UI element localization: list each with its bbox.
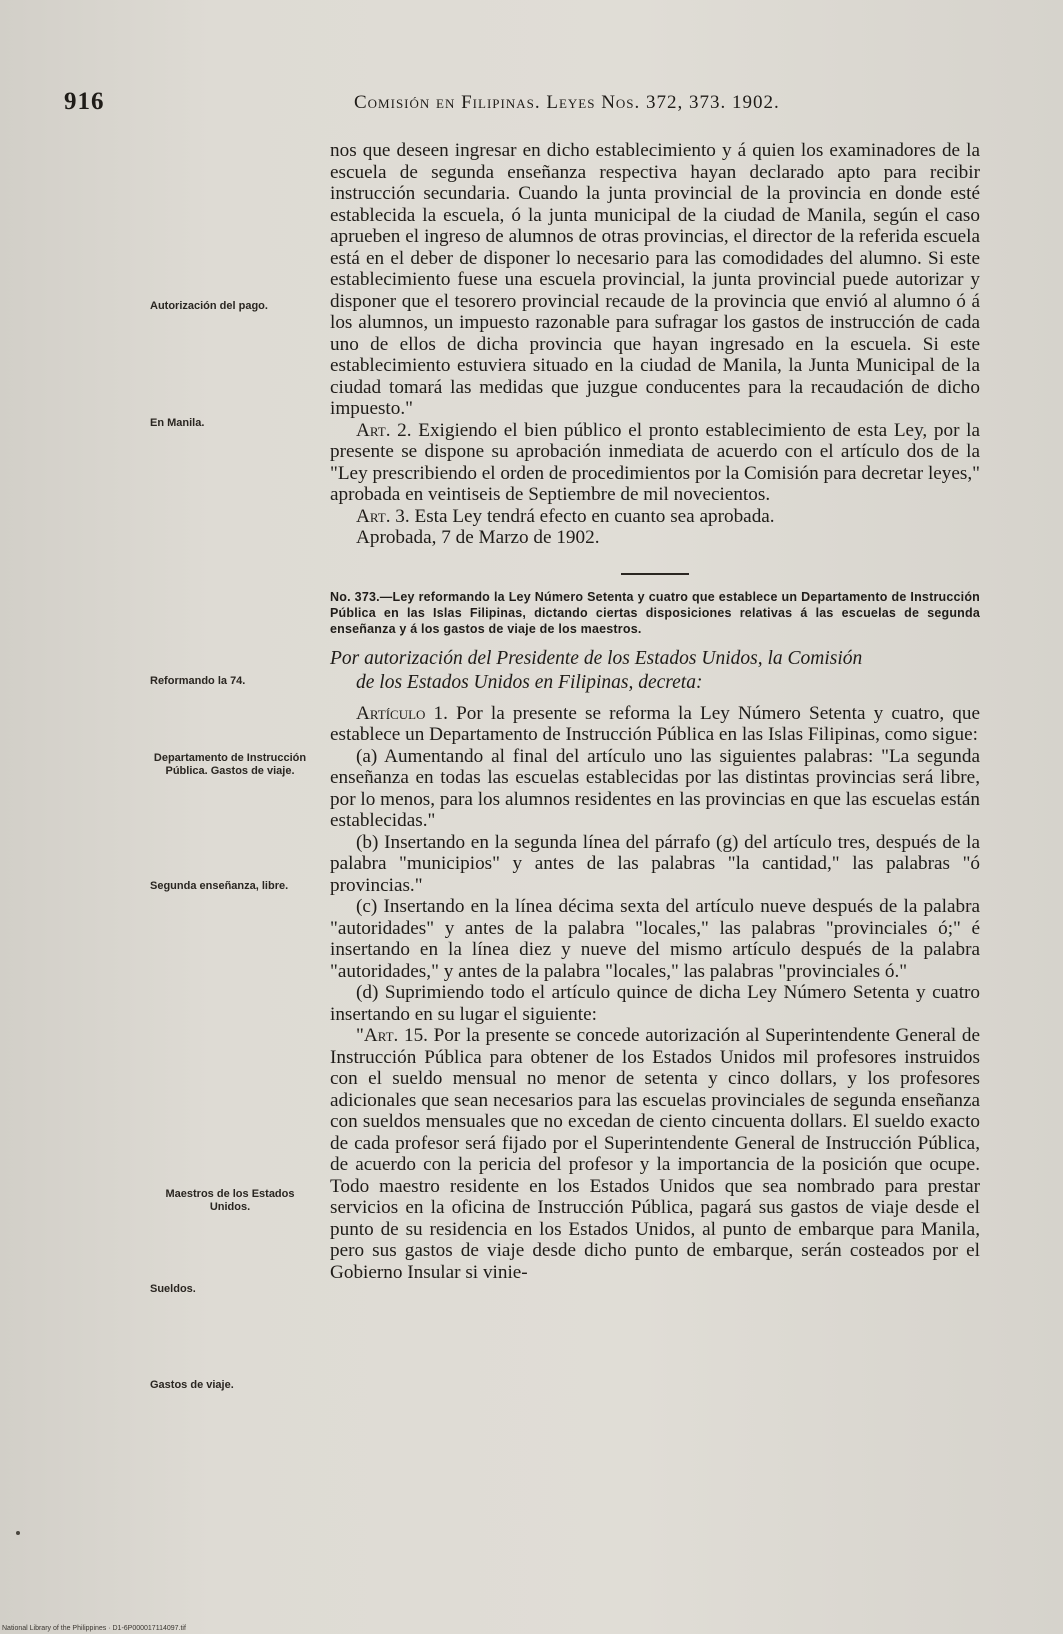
- article-text: Esta Ley tendrá efecto en cuanto sea aprobada.: [414, 505, 775, 527]
- margin-note: Maestros de los Estados Unidos.: [165, 1188, 295, 1213]
- enacting-line-2: de los Estados Unidos en Filipinas, decreta:: [356, 671, 703, 693]
- clause-label: (a): [356, 745, 378, 767]
- margin-note: Departamento de Instrucción Pública. Gastos de viaje.: [153, 752, 307, 777]
- paragraph-a: [330, 746, 980, 832]
- article-1: [330, 703, 980, 746]
- margin-note: Autorización del pago.: [150, 300, 268, 312]
- clause-text: Insertando en la segunda línea del párrafo (g) del artículo tres, después de la palabra "municipios" y antes de las palabras "la cantidad," las palabras "ó provincias.": [330, 831, 980, 896]
- article-label: Artículo 1.: [356, 702, 448, 724]
- article-2: [330, 420, 980, 506]
- clause-label: (b): [356, 831, 379, 853]
- scan-speck: [16, 1531, 20, 1535]
- clause-text: Suprimiendo todo el artículo quince de dicha Ley Número Setenta y cuatro insertando en su lugar el siguiente:: [330, 982, 981, 1025]
- margin-note: En Manila.: [150, 417, 205, 429]
- paragraph-b: [330, 832, 980, 897]
- clause-text: Aumentando al final del artículo uno las siguientes palabras: "La segunda enseñanza en todas las escuelas establecidas por las distintas provincias será libre, por lo menos, para los alumnos residentes en las provincias en que las escuelas están establecidas.": [330, 745, 980, 831]
- scan-credit: National Library of the Philippines · D1-6P000017114097.tif: [2, 1625, 186, 1632]
- approval-date: Aprobada, 7 de Marzo de 1902.: [356, 527, 600, 548]
- margin-note: Sueldos.: [150, 1283, 196, 1295]
- clause-text: Insertando en la línea décima sexta del artículo nueve después de la palabra "autoridades" y antes de la palabra "locales," las palabras "provinciales ó;" é insertando en la línea diez y nueve del mismo artículo después de la palabra "autoridades," y antes de la palabra "locales," las palabras "provinciales ó.": [330, 896, 980, 982]
- article-label: Art. 2.: [356, 419, 412, 441]
- clause-label: (c): [356, 896, 378, 917]
- margin-note: Segunda enseñanza, libre.: [150, 880, 289, 892]
- article-text: Por la presente se reforma la Ley Número Setenta y cuatro, que establece un Departamento de Instrucción Pública en las Islas Filipinas, como sigue:: [330, 702, 980, 745]
- law-heading: No. 373.—Ley reformando la Ley Número Setenta y cuatro que establece un Departamento de Instrucción Pública en las Islas Filipinas, dictando ciertas disposiciones relativas á las escuelas de segunda enseñanza y á los gastos de viaje de los maestros.: [330, 589, 980, 636]
- article-3: [330, 506, 980, 528]
- body-text: [330, 140, 980, 1283]
- paragraph-continuation: nos que deseen ingresar en dicho establecimiento y á quien los examinadores de la escuela de segunda enseñanza respectiva hayan declarado apto para recibir instrucción secundaria. Cuando la junta provincial de la provincia en donde esté establecida la escuela, ó la junta municipal de la ciudad de Manila, según el caso aprueben el ingreso de alumnos de otras provincias, el director de la referida escuela está en el deber de disponer lo necesario para las comodidades del alumno. Si este establecimiento fuese una escuela provincial, la junta provincial puede autorizar y disponer que el tesorero provincial recaude de la provincia que envió al alumno ó á los alumnos, un impuesto razonable para sufragar los gastos de instrucción de cada uno de ellos de dicha provincia que hayan ingresado en la escuela. Si este establecimiento estuviera situado en la ciudad de Manila, la Junta Municipal de la ciudad tomará las medidas que juzgue conducentes para la recaudación de dicho impuesto.": [330, 140, 980, 419]
- article-text: Exigiendo el bien público el pronto establecimiento de esta Ley, por la presente se dispone su aprobación inmediata de acuerdo con el artículo dos de la "Ley prescribiendo el orden de procedimientos por la Comisión para decretar leyes," aprobada en veintiseis de Septiembre de mil novecientos.: [330, 419, 980, 505]
- article-text: Por la presente se concede autorización al Superintendente General de Instrucción Pública para obtener de los Estados Unidos mil profesores instruidos con el sueldo mensual no menor de setenta y cinco dollars, y los profesores adicionales que sean necesarios para las escuelas provinciales de segunda enseñanza con sueldos mensuales que no excedan de ciento cincuenta dollars. El sueldo exacto de cada profesor será fijado por el Superintendente General de Instrucción Pública, de acuerdo con la pericia del profesor y la importancia de la posición que ocupe. Todo maestro residente en los Estados Unidos que sea nombrado para prestar servicios en la oficina de Instrucción Pública, pagará sus gastos de viaje desde el punto de su residencia en los Estados Unidos, al punto de embarque para Manila, pero sus gastos de viaje desde dicho punto de embarque, serán costeados por el Gobierno Insular si vinie-: [330, 1025, 981, 1283]
- section-divider: [621, 573, 689, 575]
- article-label: "Art. 15.: [356, 1025, 428, 1046]
- margin-note: Reformando la 74.: [150, 675, 246, 687]
- page-header: [64, 88, 944, 118]
- margin-note: Gastos de viaje.: [150, 1379, 234, 1391]
- page-number: 916: [64, 88, 105, 115]
- article-15: [330, 1025, 980, 1283]
- article-label: Art. 3.: [356, 505, 410, 527]
- running-head: Comisión en Filipinas. Leyes Nos. 372, 373. 1902.: [354, 92, 780, 113]
- enacting-line-1: Por autorización del Presidente de los Estados Unidos, la Comisión: [330, 647, 863, 669]
- clause-label: (d): [356, 982, 379, 1003]
- paragraph-d: [330, 982, 980, 1025]
- enacting-clause: [330, 647, 980, 695]
- paragraph-c: [330, 896, 980, 982]
